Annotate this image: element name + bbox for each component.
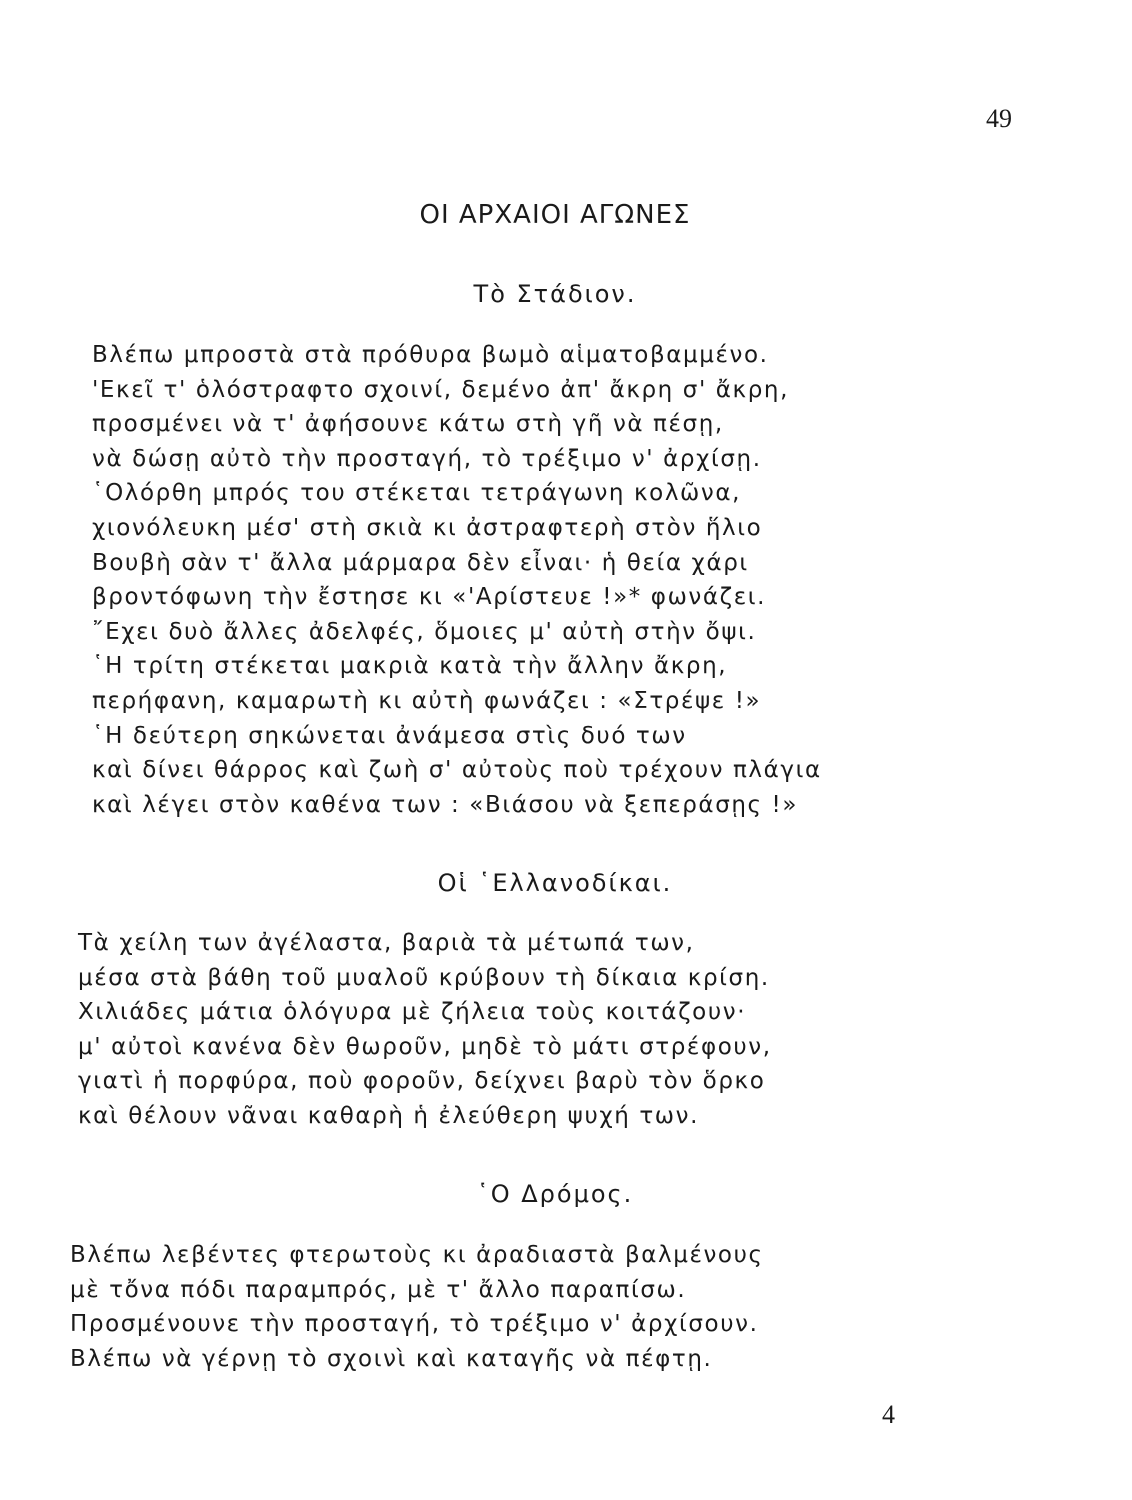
- poem-line: Βλέπω νὰ γέρνῃ τὸ σχοινὶ καὶ καταγῆς νὰ πέφτῃ.: [70, 1345, 713, 1372]
- poem-line: καὶ δίνει θάρρος καὶ ζωὴ σ' αὐτοὺς ποὺ τρέχουν πλάγια: [92, 757, 822, 784]
- poem-line: Χιλιάδες μάτια ὁλόγυρα μὲ ζήλεια τοὺς κοιτάζουν·: [78, 999, 747, 1026]
- poem-stanza-stadion: [92, 338, 822, 822]
- poem-line: Βουβὴ σὰν τ' ἄλλα μάρμαρα δὲν εἶναι· ἡ θεία χάρι: [92, 549, 749, 576]
- poem-line: περήφανη, καμαρωτὴ κι αὐτὴ φωνάζει : «Στρέψε !»: [92, 687, 762, 714]
- poem-line: χιονόλευκη μέσ' στὴ σκιὰ κι ἀστραφτερὴ στὸν ἥλιο: [92, 514, 763, 541]
- section-heading-ellanodikai: Οἱ ῾Ελλανοδίκαι.: [437, 869, 673, 897]
- poem-stanza-ellanodikai: [78, 926, 772, 1134]
- poem-line: μέσα στὰ βάθη τοῦ μυαλοῦ κρύβουν τὴ δίκαια κρίση.: [78, 964, 770, 991]
- poem-line: καὶ θέλουν νᾶναι καθαρὴ ἡ ἐλεύθερη ψυχή των.: [78, 1102, 699, 1129]
- poem-line: γιατὶ ἡ πορφύρα, ποὺ φοροῦν, δείχνει βαρὺ τὸν ὅρκο: [78, 1068, 766, 1095]
- signature-mark: 4: [882, 1400, 895, 1429]
- page-title: ΟΙ ΑΡΧΑΙΟΙ ΑΓΩΝΕΣ: [419, 200, 691, 230]
- poem-line: ῾Η τρίτη στέκεται μακριὰ κατὰ τὴν ἄλλην ἄκρη,: [92, 653, 728, 680]
- poem-line: Βλέπω λεβέντες φτερωτοὺς κι ἀραδιαστὰ βαλμένους: [70, 1242, 764, 1268]
- poem-line: μὲ τὄνα πόδι παραμπρός, μὲ τ' ἄλλο παραπίσω.: [70, 1276, 687, 1303]
- poem-line: Τὰ χείλη των ἀγέλαστα, βαριὰ τὰ μέτωπά των,: [78, 930, 695, 956]
- poem-line: προσμένει νὰ τ' ἀφήσουνε κάτω στὴ γῆ νὰ πέσῃ,: [92, 411, 724, 438]
- poem-line: ῎Εχει δυὸ ἄλλες ἀδελφές, ὅμοιες μ' αὐτὴ στὴν ὄψι.: [92, 618, 757, 645]
- poem-line: νὰ δώσῃ αὐτὸ τὴν προσταγή, τὸ τρέξιμο ν' ἀρχίσῃ.: [92, 445, 762, 472]
- section-heading-dromos: ῾Ο Δρόμος.: [476, 1180, 634, 1208]
- poem-line: ῾Η δεύτερη σηκώνεται ἀνάμεσα στὶς δυό των: [92, 722, 687, 749]
- poem-line: μ' αὐτοὶ κανένα δὲν θωροῦν, μηδὲ τὸ μάτι στρέφουν,: [78, 1033, 772, 1060]
- page-number: 49: [986, 104, 1012, 133]
- poem-line: 'Εκεῖ τ' ὁλόστραφτο σχοινί, δεμένο ἀπ' ἄκρη σ' ἄκρη,: [92, 376, 789, 403]
- poem-line: βροντόφωνη τὴν ἔστησε κι «'Αρίστευε !»* φωνάζει.: [92, 584, 767, 611]
- poem-line: καὶ λέγει στὸν καθένα των : «Βιάσου νὰ ξεπεράσῃς !»: [92, 791, 799, 818]
- section-heading-stadion: Τὸ Στάδιον.: [473, 280, 637, 308]
- poem-line: Προσμένουνε τὴν προσταγή, τὸ τρέξιμο ν' ἀρχίσουν.: [70, 1311, 759, 1338]
- poem-line: ῾Ολόρθη μπρός του στέκεται τετράγωνη κολῶνα,: [92, 480, 742, 507]
- poem-line: Βλέπω μπροστὰ στὰ πρόθυρα βωμὸ αἱματοβαμμένο.: [92, 342, 769, 368]
- poem-stanza-dromos: [70, 1238, 764, 1376]
